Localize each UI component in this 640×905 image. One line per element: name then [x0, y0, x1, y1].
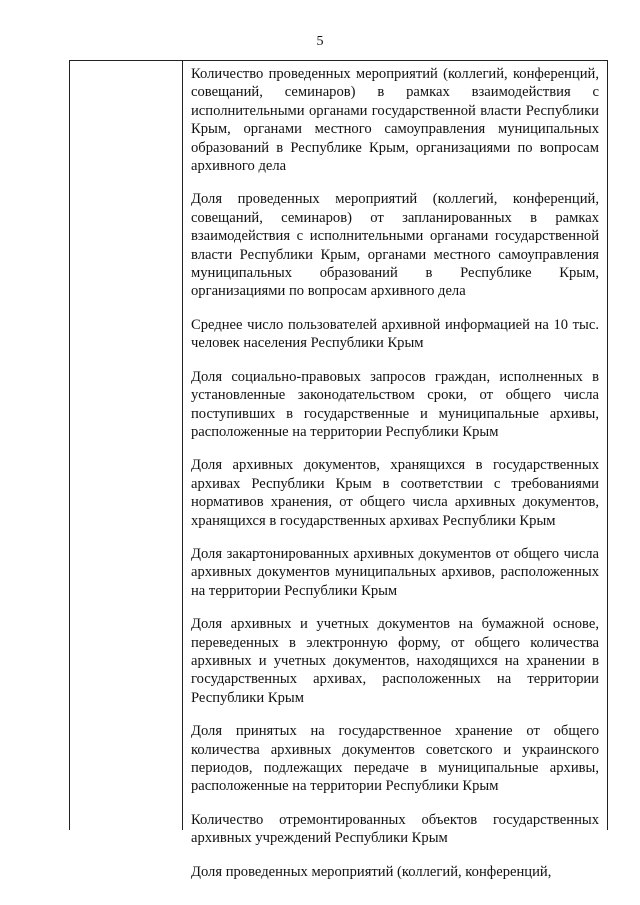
indicator-text: Доля архивных и учетных документов на бумажной основе, переведенных в электронную форму, от общего количества архивных и учетных документов, находящихся на хранении в государственных архивах, расположенных на территории Республики Крым: [191, 616, 599, 706]
indicator-text: Доля закартонированных архивных документов от общего числа архивных документов муниципальных архивов, расположенных на территории Республики Крым: [191, 545, 599, 599]
indicator-text: Доля социально-правовых запросов граждан, исполненных в установленные законодательством сроки, от общего числа поступивших в государственные и муниципальные архивы, расположенные на территории Республики Крым: [191, 368, 599, 440]
indicator-text: Среднее число пользователей архивной информацией на 10 тыс. человек населения Республики Крым: [191, 316, 599, 352]
indicator-text: Доля проведенных мероприятий (коллегий, конференций, совещаний, семинаров) от запланированных в рамках взаимодействия с исполнительными органами государственной власти Республики Крым, органами местного самоуправления муниципальных образований в Республике Крым, организациями по вопросам архивного дела: [191, 191, 599, 300]
indicator-text: Доля проведенных мероприятий (коллегий, конференций,: [191, 863, 552, 880]
indicator-text: Количество отремонтированных объектов государственных архивных учреждений Республики Крым: [191, 811, 599, 847]
indicator-text: Доля принятых на государственное хранение от общего количества архивных документов советского и украинского периодов, подлежащих передаче в муниципальные архивы, расположенные на территории Республики Крым: [191, 723, 599, 795]
table-left-column: [70, 61, 183, 830]
indicator-text: Доля архивных документов, хранящихся в государственных архивах Республики Крым в соответствии с требованиями нормативов хранения, от общего числа архивных документов, хранящихся в государственных архивах Республики Крым: [191, 457, 599, 529]
indicator-text: Количество проведенных мероприятий (коллегий, конференций, совещаний, семинаров) в рамках взаимодействия с исполнительными органами государственной власти Республики Крым, органами местного самоуправления муниципальных образований в Республике Крым, организациями по вопросам архивного дела: [191, 66, 599, 175]
table-right-column: [183, 61, 607, 880]
page-number: 5: [316, 34, 324, 49]
indicators-table: [69, 60, 608, 880]
